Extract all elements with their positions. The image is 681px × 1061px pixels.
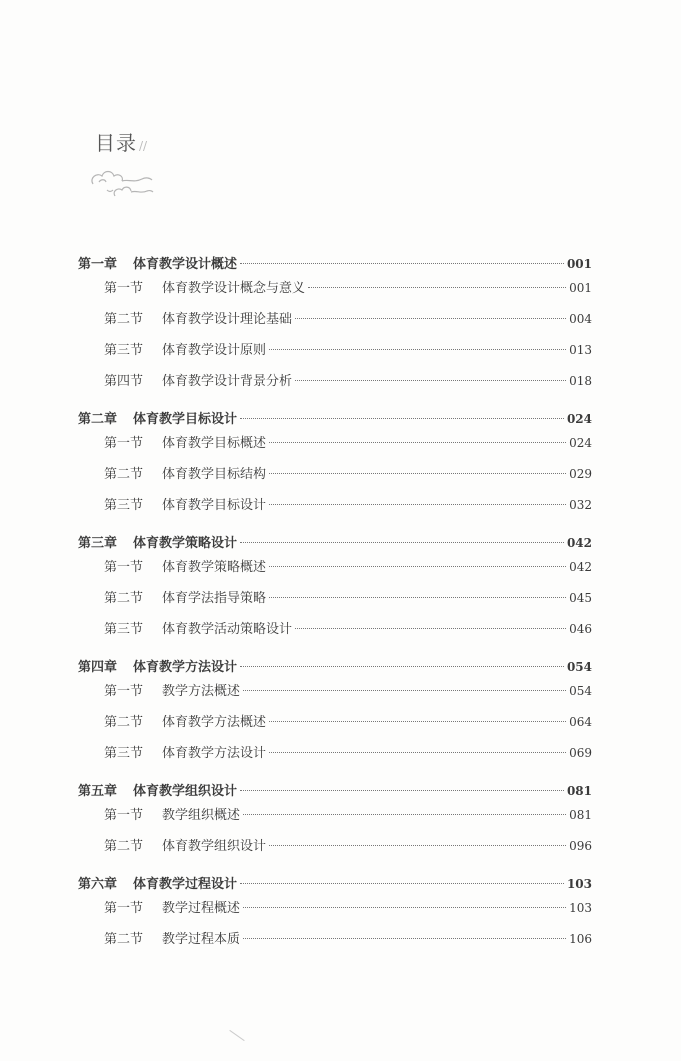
chapter-page-number: 054 xyxy=(566,660,592,674)
dot-leader xyxy=(243,907,566,908)
section-title: 体育教学组织设计 xyxy=(162,839,267,854)
section-page-number: 042 xyxy=(569,560,592,574)
section-number: 第一节 xyxy=(104,281,144,296)
section-title: 体育教学方法设计 xyxy=(162,746,267,761)
section-title: 教学过程本质 xyxy=(162,932,241,947)
title-slash-mark: // xyxy=(139,139,148,153)
chapter-number: 第四章 xyxy=(78,660,118,675)
toc-section-row[interactable] xyxy=(78,556,592,587)
toc-section-row[interactable] xyxy=(78,463,592,494)
section-page-number: 064 xyxy=(569,715,592,729)
toc-chapter-row[interactable] xyxy=(78,408,592,432)
section-number: 第二节 xyxy=(104,932,144,947)
section-number: 第二节 xyxy=(104,591,144,606)
toc-section-row[interactable] xyxy=(78,494,592,524)
section-page-number: 081 xyxy=(569,808,592,822)
section-page-number: 032 xyxy=(569,498,592,512)
toc-chapter-row[interactable] xyxy=(78,780,592,804)
chapter-number: 第六章 xyxy=(78,877,118,892)
chapter-number: 第五章 xyxy=(78,784,118,799)
chapter-page-number: 103 xyxy=(566,877,592,891)
toc-section-row[interactable] xyxy=(78,339,592,370)
toc-chapter-row[interactable] xyxy=(78,532,592,556)
section-number: 第二节 xyxy=(104,839,144,854)
section-title: 体育教学设计概念与意义 xyxy=(162,281,306,296)
dot-leader xyxy=(240,542,564,543)
section-page-number: 004 xyxy=(569,312,592,326)
dot-leader xyxy=(295,380,566,381)
toc-section-row[interactable] xyxy=(78,835,592,865)
section-page-number: 001 xyxy=(569,281,592,295)
toc-section-row[interactable] xyxy=(78,804,592,835)
toc-header xyxy=(95,127,147,156)
section-title: 体育教学设计理论基础 xyxy=(162,312,293,327)
section-page-number: 069 xyxy=(569,746,592,760)
dot-leader xyxy=(269,442,566,443)
table-of-contents xyxy=(78,253,592,958)
dot-leader xyxy=(308,287,566,288)
section-title: 体育教学策略概述 xyxy=(162,560,267,575)
section-title: 教学方法概述 xyxy=(162,684,241,699)
chapter-number: 第二章 xyxy=(78,412,118,427)
dot-leader xyxy=(269,473,566,474)
section-title: 体育教学方法概述 xyxy=(162,715,267,730)
section-title: 教学组织概述 xyxy=(162,808,241,823)
dot-leader xyxy=(269,566,566,567)
chapter-title: 体育教学组织设计 xyxy=(133,784,238,799)
dot-leader xyxy=(269,349,566,350)
section-number: 第三节 xyxy=(104,622,144,637)
section-number: 第一节 xyxy=(104,436,144,451)
section-page-number: 106 xyxy=(569,932,592,946)
chapter-title: 体育教学策略设计 xyxy=(133,536,238,551)
section-title: 教学过程概述 xyxy=(162,901,241,916)
section-title: 体育教学设计原则 xyxy=(162,343,267,358)
chapter-title: 体育教学设计概述 xyxy=(133,257,238,272)
section-page-number: 018 xyxy=(569,374,592,388)
section-number: 第一节 xyxy=(104,808,144,823)
toc-section-row[interactable] xyxy=(78,680,592,711)
chapter-page-number: 001 xyxy=(566,257,592,271)
section-number: 第二节 xyxy=(104,715,144,730)
chapter-title: 体育教学过程设计 xyxy=(133,877,238,892)
section-page-number: 046 xyxy=(569,622,592,636)
section-number: 第二节 xyxy=(104,467,144,482)
cloud-ornament-icon xyxy=(85,162,165,212)
toc-section-row[interactable] xyxy=(78,897,592,928)
toc-section-row[interactable] xyxy=(78,711,592,742)
toc-section-row[interactable] xyxy=(78,587,592,618)
section-number: 第一节 xyxy=(104,560,144,575)
dot-leader xyxy=(243,938,566,939)
dot-leader xyxy=(269,721,566,722)
page-corner-mark xyxy=(229,1030,244,1041)
section-number: 第一节 xyxy=(104,684,144,699)
dot-leader xyxy=(240,883,564,884)
toc-chapter-row[interactable] xyxy=(78,873,592,897)
section-page-number: 096 xyxy=(569,839,592,853)
section-number: 第一节 xyxy=(104,901,144,916)
page-title: 目录 xyxy=(95,131,137,155)
chapter-number: 第三章 xyxy=(78,536,118,551)
section-number: 第三节 xyxy=(104,498,144,513)
section-page-number: 029 xyxy=(569,467,592,481)
dot-leader xyxy=(269,504,566,505)
section-page-number: 045 xyxy=(569,591,592,605)
chapter-page-number: 081 xyxy=(566,784,592,798)
section-title: 体育教学目标概述 xyxy=(162,436,267,451)
toc-section-row[interactable] xyxy=(78,277,592,308)
toc-section-row[interactable] xyxy=(78,928,592,958)
dot-leader xyxy=(240,666,564,667)
section-page-number: 054 xyxy=(569,684,592,698)
section-number: 第四节 xyxy=(104,374,144,389)
chapter-number: 第一章 xyxy=(78,257,118,272)
chapter-title: 体育教学目标设计 xyxy=(133,412,238,427)
section-number: 第三节 xyxy=(104,343,144,358)
toc-section-row[interactable] xyxy=(78,308,592,339)
section-title: 体育学法指导策略 xyxy=(162,591,267,606)
toc-section-row[interactable] xyxy=(78,618,592,648)
section-number: 第三节 xyxy=(104,746,144,761)
toc-chapter-row[interactable] xyxy=(78,253,592,277)
dot-leader xyxy=(269,597,566,598)
dot-leader xyxy=(295,628,566,629)
toc-section-row[interactable] xyxy=(78,370,592,400)
chapter-page-number: 024 xyxy=(566,412,592,426)
section-page-number: 103 xyxy=(569,901,592,915)
chapter-title: 体育教学方法设计 xyxy=(133,660,238,675)
chapter-page-number: 042 xyxy=(566,536,592,550)
toc-section-row[interactable] xyxy=(78,742,592,772)
section-title: 体育教学设计背景分析 xyxy=(162,374,293,389)
dot-leader xyxy=(240,790,564,791)
dot-leader xyxy=(269,845,566,846)
section-number: 第二节 xyxy=(104,312,144,327)
dot-leader xyxy=(243,690,566,691)
toc-chapter-row[interactable] xyxy=(78,656,592,680)
dot-leader xyxy=(295,318,566,319)
toc-section-row[interactable] xyxy=(78,432,592,463)
dot-leader xyxy=(243,814,566,815)
section-title: 体育教学目标结构 xyxy=(162,467,267,482)
section-page-number: 013 xyxy=(569,343,592,357)
dot-leader xyxy=(269,752,566,753)
section-title: 体育教学活动策略设计 xyxy=(162,622,293,637)
dot-leader xyxy=(240,418,564,419)
dot-leader xyxy=(240,263,564,264)
section-title: 体育教学目标设计 xyxy=(162,498,267,513)
section-page-number: 024 xyxy=(569,436,592,450)
